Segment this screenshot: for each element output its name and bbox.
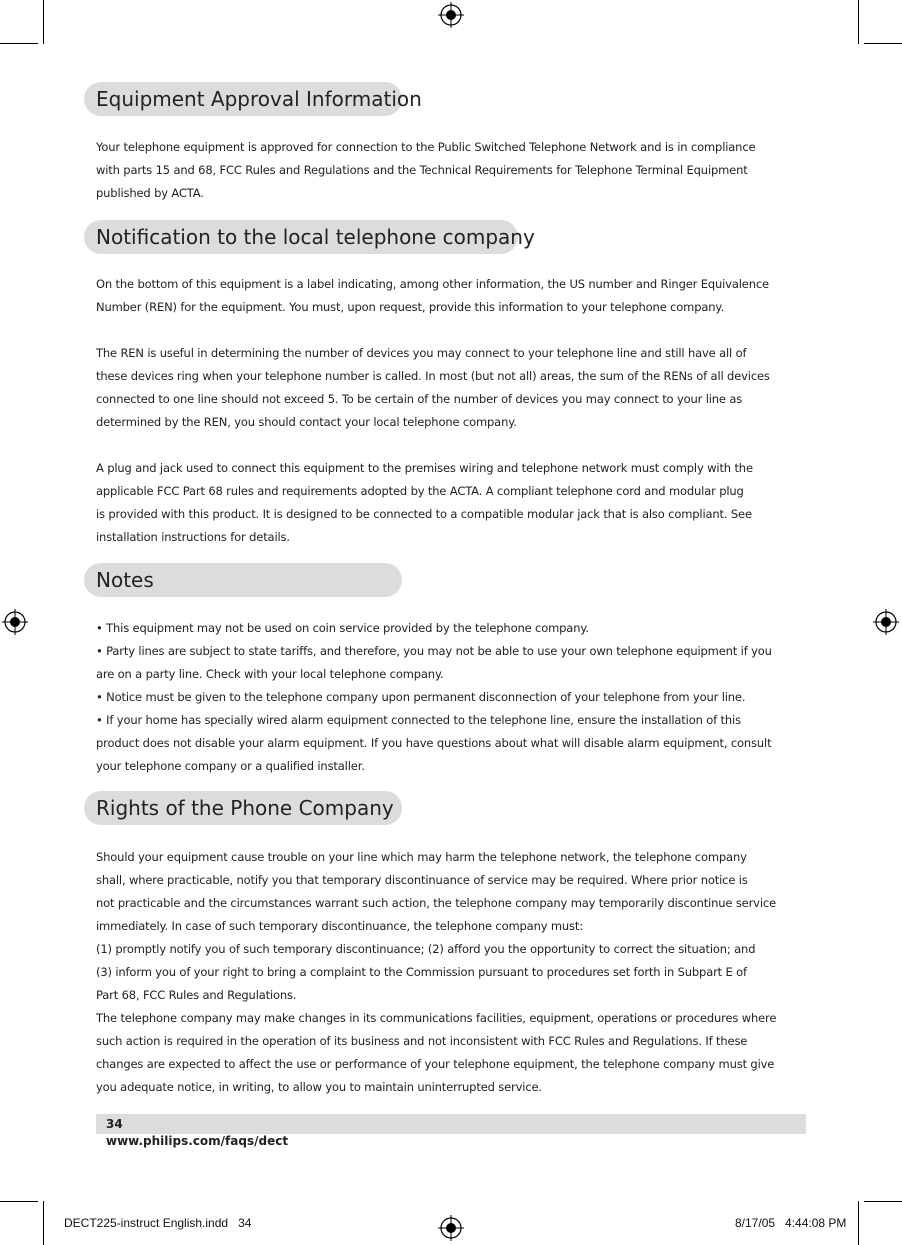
section-heading-equipment-approval: Equipment Approval Information — [84, 82, 402, 116]
text-line: you adequate notice, in writing, to allow you to maintain uninterrupted service. — [96, 1080, 542, 1094]
crop-mark — [858, 1201, 859, 1245]
crop-mark — [864, 43, 902, 44]
text-line: is provided with this product. It is designed to be connected to a compatible modular jack that is also compliant. See — [96, 507, 752, 521]
notes-list — [96, 617, 808, 778]
print-slug-datetime: 8/17/05 4:44:08 PM — [735, 1216, 847, 1230]
text-line: The telephone company may make changes in its communications facilities, equipment, operations or procedures where — [96, 1011, 777, 1025]
crop-mark — [43, 0, 44, 44]
section-heading-notes: Notes — [84, 563, 402, 597]
text-line: immediately. In case of such temporary discontinuance, the telephone company must: — [96, 919, 583, 933]
list-item: • If your home has specially wired alarm equipment connected to the telephone line, ensure the installation of this — [96, 713, 741, 727]
registration-mark-icon — [438, 1215, 464, 1241]
section-heading-rights: Rights of the Phone Company — [84, 791, 402, 825]
list-item: product does not disable your alarm equipment. If you have questions about what will disable alarm equipment, consult — [96, 736, 772, 750]
text-line: determined by the REN, you should contact your local telephone company. — [96, 415, 517, 429]
registration-mark-icon — [873, 609, 899, 635]
footer-bar — [96, 1114, 806, 1134]
crop-mark — [858, 0, 859, 44]
paragraph-rights — [96, 846, 808, 1099]
footer-url-link[interactable]: www.philips.com/faqs/dect — [106, 1134, 289, 1148]
list-item: • Party lines are subject to state tariffs, and therefore, you may not be able to use your own telephone equipment if you — [96, 644, 772, 658]
text-line: not practicable and the circumstances warrant such action, the telephone company may temporarily discontinue service — [96, 896, 776, 910]
page-number: 34 — [106, 1117, 123, 1131]
text-line: published by ACTA. — [96, 186, 204, 200]
text-line: A plug and jack used to connect this equipment to the premises wiring and telephone network must comply with the — [96, 461, 753, 475]
registration-mark-icon — [438, 2, 464, 28]
text-line: Your telephone equipment is approved for connection to the Public Switched Telephone Network and is in compliance — [96, 140, 756, 154]
text-line: Number (REN) for the equipment. You must, upon request, provide this information to your telephone company. — [96, 300, 724, 314]
paragraph-notification-1 — [96, 273, 808, 319]
paragraph-notification-2 — [96, 342, 808, 434]
text-line: (3) inform you of your right to bring a complaint to the Commission pursuant to procedures set forth in Subpart E of — [96, 965, 747, 979]
section-heading-notification: Notification to the local telephone company — [84, 220, 518, 254]
text-line: Part 68, FCC Rules and Regulations. — [96, 988, 297, 1002]
text-line: such action is required in the operation of its business and not inconsistent with FCC Rules and Regulations. If these — [96, 1034, 748, 1048]
text-line: Should your equipment cause trouble on your line which may harm the telephone network, the telephone company — [96, 850, 747, 864]
list-item: • This equipment may not be used on coin service provided by the telephone company. — [96, 621, 589, 635]
crop-mark — [0, 43, 38, 44]
text-line: shall, where practicable, notify you that temporary discontinuance of service may be required. Where prior notice is — [96, 873, 748, 887]
list-item: • Notice must be given to the telephone company upon permanent disconnection of your telephone from your line. — [96, 690, 746, 704]
text-line: (1) promptly notify you of such temporary discontinuance; (2) afford you the opportunity to correct the situation; and — [96, 942, 756, 956]
list-item: your telephone company or a qualified installer. — [96, 759, 365, 773]
registration-mark-icon — [2, 609, 28, 635]
text-line: connected to one line should not exceed 5. To be certain of the number of devices you may connect to your line as — [96, 392, 743, 406]
paragraph-equipment-approval — [96, 136, 808, 205]
list-item: are on a party line. Check with your local telephone company. — [96, 667, 444, 681]
text-line: changes are expected to affect the use or performance of your telephone equipment, the telephone company must give — [96, 1057, 775, 1071]
print-slug-file: DECT225-instruct English.indd 34 — [64, 1216, 252, 1230]
crop-mark — [864, 1201, 902, 1202]
crop-mark — [0, 1201, 38, 1202]
text-line: installation instructions for details. — [96, 530, 290, 544]
text-line: with parts 15 and 68, FCC Rules and Regulations and the Technical Requirements for Telephone Terminal Equipment — [96, 163, 748, 177]
text-line: these devices ring when your telephone number is called. In most (but not all) areas, the sum of the RENs of all devices — [96, 369, 770, 383]
text-line: applicable FCC Part 68 rules and requirements adopted by the ACTA. A compliant telephone cord and modular plug — [96, 484, 744, 498]
text-line: The REN is useful in determining the number of devices you may connect to your telephone line and still have all of — [96, 346, 747, 360]
text-line: On the bottom of this equipment is a label indicating, among other information, the US number and Ringer Equivalence — [96, 277, 769, 291]
paragraph-notification-3 — [96, 457, 808, 549]
crop-mark — [43, 1201, 44, 1245]
